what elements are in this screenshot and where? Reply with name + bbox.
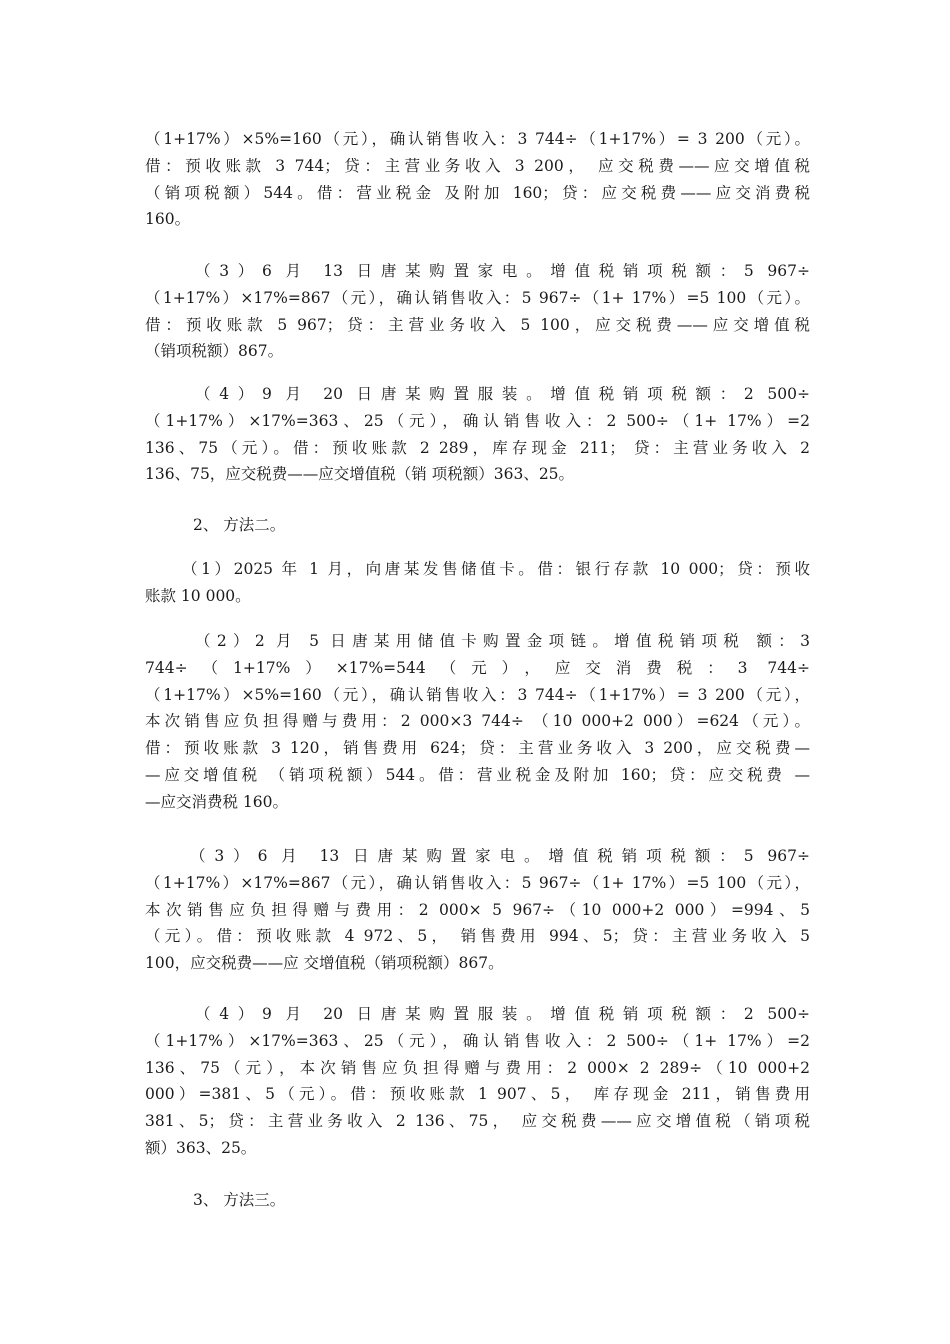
- paragraph-method2-item3: [145, 843, 810, 977]
- text-line: 额）363、25。: [145, 1138, 257, 1157]
- text-line: （1）2025 年 1 月，向唐某发售储值卡。借：银行存款 10 000；贷：预收: [182, 560, 810, 578]
- text-line: 账款 10 000。: [145, 586, 251, 605]
- text-line: 160。: [145, 210, 191, 229]
- text-line: （销项税额）867。: [145, 342, 284, 361]
- text-line: 100，应交税费——应 交增值税（销项税额）867。: [145, 954, 504, 973]
- text-line: （1+17%）×5%=160（元），确认销售收入：3 744÷（1+17%）= 3 200（元）。: [145, 130, 810, 148]
- text-line: 借：预收账款 3 744；贷：主营业务收入 3 200， 应交税费——应交增值税: [145, 156, 810, 175]
- text-line: —应交消费税 160。: [145, 792, 289, 811]
- text-line: （1+17%）×17%=867（元），确认销售收入：5 967÷（1+ 17%）=5 100（元）。: [145, 288, 810, 307]
- text-line: （4）9 月 20 日唐某购置服装。增值税销项税额：2 500÷: [195, 1005, 810, 1023]
- paragraph-method1-item4: [145, 381, 810, 488]
- text-line: （1+17%）×17%=363、25（元），确认销售收入：2 500÷（1+ 17%）=2: [145, 1031, 810, 1050]
- section-heading-method2: 2、 方法二。: [193, 516, 286, 534]
- text-line: （4）9 月 20 日唐某购置服装。增值税销项税额：2 500÷: [195, 385, 810, 403]
- text-line: 381、5；贷：主营业务收入 2 136、75， 应交税费——应交增值税（销项税: [145, 1112, 810, 1131]
- text-line: 借：预收账款 5 967；贷：主营业务收入 5 100，应交税费——应交增值税: [145, 315, 810, 334]
- paragraph-method2-item2: [145, 628, 810, 816]
- text-line: 借：预收账款 3 120，销售费用 624；贷：主营业务收入 3 200，应交税费—: [145, 739, 810, 758]
- text-line: 本次销售应负担得赠与费用：2 000×3 744÷ （10 000+2 000）=624（元）。: [145, 712, 810, 731]
- text-line: 136、75，应交税费——应交增值税（销 项税额）363、25。: [145, 465, 575, 484]
- text-line: （1+17%）×17%=867（元），确认销售收入：5 967÷（1+ 17%）=5 100（元），: [145, 873, 810, 892]
- text-line: （3）6 月 13 日唐某购置家电。增值税销项税额：5 967÷: [195, 262, 810, 280]
- text-line: 136、75（元），本次销售应负担得赠与费用：2 000× 2 289÷（10 000+2: [145, 1058, 810, 1077]
- text-line: （销项税额）544。借：营业税金 及附加 160；贷：应交税费——应交消费税: [145, 183, 810, 202]
- paragraph-method2-item4: [145, 1001, 810, 1162]
- paragraph-method1-item3: [145, 258, 810, 365]
- text-line: 本次销售应负担得赠与费用：2 000× 5 967÷（10 000+2 000）=994、5: [145, 900, 810, 919]
- text-line: 000）=381、5（元）。借：预收账款 1 907、5， 库存现金 211，销售费用: [145, 1085, 810, 1104]
- section-heading-method3: 3、 方法三。: [193, 1191, 286, 1209]
- text-line: 744÷（1+17%）×17%=544（元），应交消费税：3 744÷: [145, 658, 810, 677]
- text-line: （3）6 月 13 日唐某购置家电。增值税销项税额：5 967÷: [190, 847, 810, 865]
- paragraph-method2-item1: [145, 556, 810, 610]
- text-line: 136、75（元）。借：预收账款 2 289，库存现金 211； 贷：主营业务收入 2: [145, 438, 810, 457]
- text-line: （2）2 月 5 日唐某用储值卡购置金项链。增值税销项税 额：3: [195, 632, 810, 650]
- text-line: （元）。借：预收账款 4 972、5， 销售费用 994、5；贷：主营业务收入 5: [145, 927, 810, 946]
- text-line: —应交增值税 （销项税额）544。借：营业税金及附加 160；贷：应交税费 —: [145, 765, 810, 784]
- paragraph-continuation: [145, 126, 810, 233]
- text-line: （1+17%）×17%=363、25（元），确认销售收入：2 500÷（1+ 17%）=2: [145, 411, 810, 430]
- text-line: （1+17%）×5%=160（元），确认销售收入：3 744÷（1+17%）= 3 200（元），: [145, 685, 810, 704]
